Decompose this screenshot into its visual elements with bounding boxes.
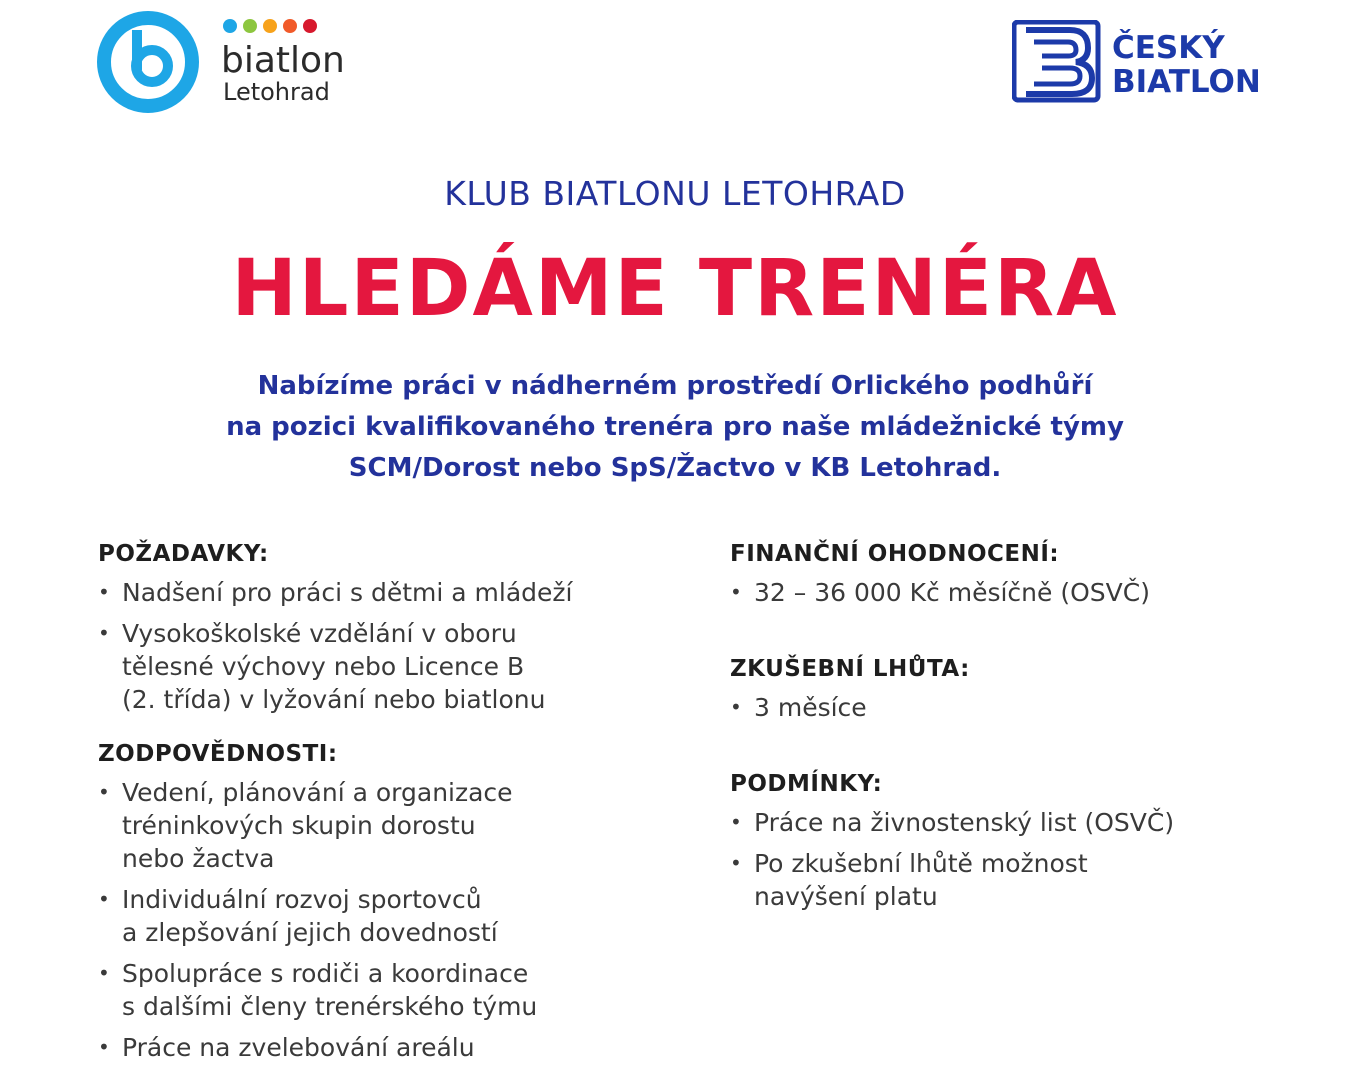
list-item: • Individuální rozvoj sportovců a zlepšování jejich dovedností bbox=[98, 885, 498, 947]
responsibilities-title: ZODPOVĚDNOSTI: bbox=[98, 741, 338, 767]
logo-left-name: biatlon bbox=[221, 40, 345, 81]
logo-left-sub: Letohrad bbox=[223, 78, 330, 106]
responsibilities-list bbox=[98, 776, 698, 1064]
list-item: • Po zkušební lhůtě možnost navýšení platu bbox=[730, 849, 1088, 911]
probation-title: ZKUŠEBNÍ LHŮTA: bbox=[730, 656, 970, 682]
right-column bbox=[730, 536, 1330, 921]
intro-line: Nabízíme práci v nádherném prostředí Orlického podhůří bbox=[257, 371, 1093, 401]
list-item: • Vysokoškolské vzdělání v oboru tělesné výchovy nebo Licence B (2. třída) v lyžování nebo biatlonu bbox=[98, 619, 546, 714]
requirements-list bbox=[98, 576, 698, 716]
list-item: • Vedení, plánování a organizace tréninkových skupin dorostu nebo žactva bbox=[98, 778, 513, 873]
intro-line: SCM/Dorost nebo SpS/Žactvo v KB Letohrad. bbox=[348, 453, 1002, 483]
compensation-title: FINANČNÍ OHODNOCENÍ: bbox=[730, 541, 1060, 567]
intro-line: na pozici kvalifikovaného trenéra pro naše mládežnické týmy bbox=[226, 412, 1124, 442]
list-item: • Spolupráce s rodiči a koordinace s dalšími členy trenérského týmu bbox=[98, 959, 538, 1021]
biatlon-letohrad-logo bbox=[96, 10, 366, 120]
logo-right-line1: ČESKÝ bbox=[1112, 30, 1225, 66]
headline: HLEDÁME TRENÉRA bbox=[231, 244, 1119, 334]
list-item: • 32 – 36 000 Kč měsíčně (OSVČ) bbox=[730, 578, 1150, 607]
left-column bbox=[98, 536, 698, 1072]
intro-paragraph bbox=[0, 366, 1350, 489]
cesky-biatlon-logo bbox=[1012, 20, 1272, 104]
conditions-list bbox=[730, 806, 1330, 913]
probation-list bbox=[730, 691, 1330, 724]
conditions-title: PODMÍNKY: bbox=[730, 771, 883, 797]
organization-name: KLUB BIATLONU LETOHRAD bbox=[444, 174, 906, 213]
list-item: • Práce na živnostenský list (OSVČ) bbox=[730, 808, 1175, 837]
logo-right-line2: BIATLON bbox=[1112, 64, 1261, 100]
list-item: • Nadšení pro práci s dětmi a mládeží bbox=[98, 578, 573, 607]
list-item: • 3 měsíce bbox=[730, 693, 867, 722]
requirements-title: POŽADAVKY: bbox=[98, 541, 269, 567]
compensation-list bbox=[730, 576, 1330, 609]
list-item: • Práce na zvelebování areálu bbox=[98, 1033, 475, 1062]
